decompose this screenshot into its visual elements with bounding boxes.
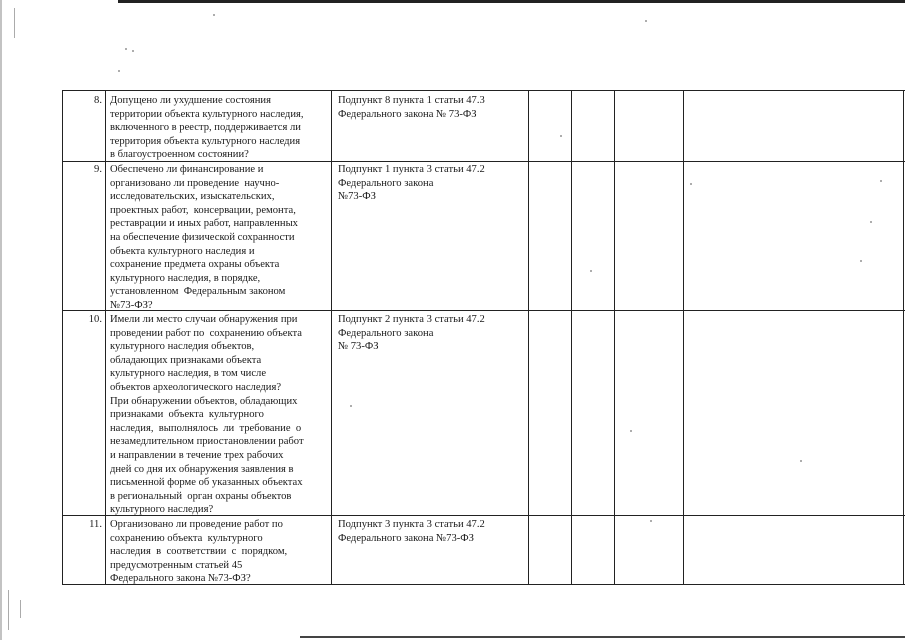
column-divider (614, 90, 615, 584)
column-divider (528, 90, 529, 584)
table-border-left (62, 90, 63, 584)
scan-edge-shadow (0, 0, 2, 640)
row-question: Допущено ли ухудшение состояния территории объекта культурного наследия, включенного в реестр, поддерживается ли территория объекта культурного наследия в благоустроенном состоянии? (110, 95, 304, 161)
top-border-line (118, 0, 905, 3)
bottom-border-line (300, 636, 905, 638)
row-legal-reference: Подпункт 8 пункта 1 статьи 47.3 Федерального закона № 73-ФЗ (338, 95, 485, 120)
table-border-right (903, 90, 904, 584)
row-legal-reference: Подпункт 1 пункта 3 статьи 47.2 Федерального закона №73-ФЗ (338, 164, 485, 203)
column-divider (331, 90, 332, 584)
column-divider (571, 90, 572, 584)
row-question: Имели ли место случаи обнаружения при проведении работ по сохранению объекта культурного наследия объектов, обладающих признаками объекта культурного наследия, в том числе объектов археологического наследия? При обнаружении объектов, обладающих признаками объекта культурного наследия, выполнялось ли требование о незамедлительном приостановлении работ и направлении в течение трех рабочих дней со дня их обнаружения заявления в письменной форме об указанных объектах в региональный орган охраны объектов культурного наследия? (110, 314, 304, 516)
row-number: 8. (94, 95, 102, 106)
row-number: 9. (94, 164, 102, 175)
row-legal-reference: Подпункт 2 пункта 3 статьи 47.2 Федерального закона № 73-ФЗ (338, 314, 485, 353)
column-divider (683, 90, 684, 584)
row-divider (62, 90, 905, 91)
row-question: Обеспечено ли финансирование и организовано ли проведение научно- исследовательских, изыскательских, проектных работ, консервации, ремонта, реставрации и иных работ, направленных на обеспечение физической сохранности объекта культурного наследия и сохранение предмета охраны объекта культурного наследия, в порядке, установленном Федеральным законом №73-ФЗ? (110, 164, 298, 311)
row-number: 11. (89, 519, 102, 530)
column-divider (105, 90, 106, 584)
row-question: Организовано ли проведение работ по сохранению объекта культурного наследия в соответствии с порядком, предусмотренным статьей 45 Федерального закона №73-ФЗ? (110, 519, 288, 585)
row-number: 10. (88, 314, 102, 325)
row-legal-reference: Подпункт 3 пункта 3 статьи 47.2 Федерального закона №73-ФЗ (338, 519, 485, 544)
